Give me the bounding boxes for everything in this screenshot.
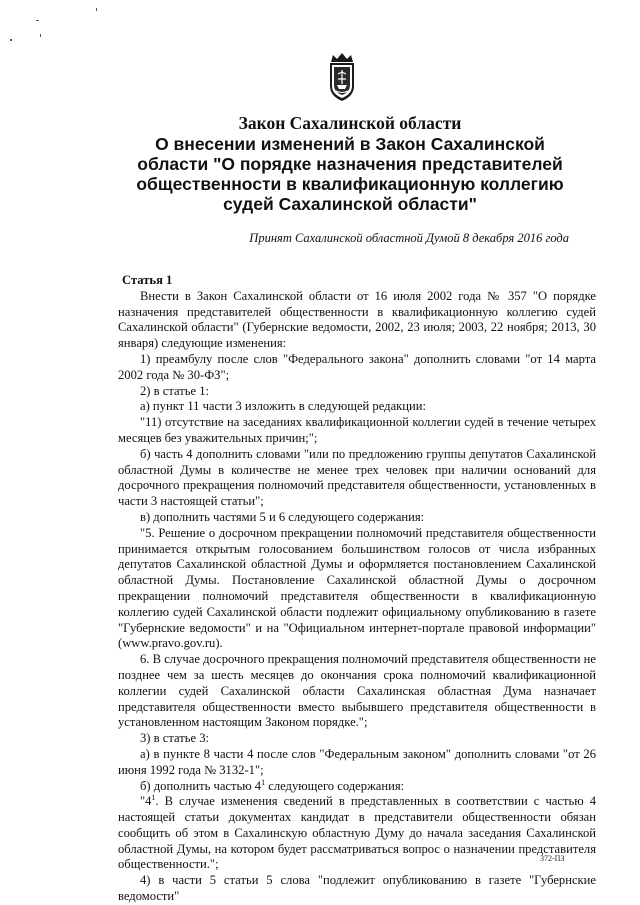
paragraph: 6. В случае досрочного прекращения полномочий представителя общественности не позднее чем за шесть месяцев до окончания срока полномочий квалификационной коллегии судей Сахалинской области Сахалинская областная Дума назначает представителя общественности вместо выбывшего представителя общественности в установленном настоящим Законом порядке."; bbox=[118, 652, 596, 730]
paragraph-text: . В случае изменения сведений в представленных в соответствии с частью 4 настоящей статьи документах кандидат в представители общественности обязан сообщить об этом в Сахалинскую областную Думу до начала заседания Сахалинской областной Думы, на котором будет рассматриваться вопрос о назначении представителя общественности."; bbox=[118, 794, 596, 872]
paragraph: а) в пункте 8 части 4 после слов "Федеральным законом" дополнить словами "от 26 июня 1992 года № 3132-1"; bbox=[118, 746, 596, 777]
title-line: области "О порядке назначения представителей bbox=[137, 154, 563, 174]
superscript: 1 bbox=[151, 793, 156, 803]
law-title bbox=[100, 113, 600, 214]
paragraph: "5. Решение о досрочном прекращении полномочий представителя общественности принимается открытым голосованием большинством голосов от числа избранных депутатов Сахалинской областной Думы и оформляется постановлением Сахалинской областной Думы. Постановление Сахалинской областной Думы о досрочном прекращении полномочий представителя общественности в квалификационную коллегию судей Сахалинской области подлежит официальному опубликованию в газете "Губернские ведомости" и на "Официальном интернет-портале правовой информации" (www.pravo.gov.ru). bbox=[118, 525, 596, 651]
paragraph bbox=[118, 779, 596, 795]
paragraph: а) пункт 11 части 3 изложить в следующей редакции: bbox=[140, 399, 426, 414]
title-line: судей Сахалинской области" bbox=[223, 194, 477, 214]
document-body bbox=[118, 273, 596, 905]
title-line: общественности в квалификационную коллегию bbox=[136, 174, 564, 194]
paragraph: 1) преамбулу после слов "Федерального закона" дополнить словами "от 14 марта 2002 года № 30-ФЗ"; bbox=[118, 351, 596, 382]
document-code: 372-ПЗ bbox=[540, 854, 565, 863]
paragraph: 2) в статье 1: bbox=[140, 383, 210, 398]
paragraph-text: "4 bbox=[140, 794, 152, 809]
paragraph bbox=[118, 794, 596, 873]
paragraph: в) дополнить частями 5 и 6 следующего содержания: bbox=[140, 509, 425, 524]
scan-speck bbox=[40, 34, 41, 37]
adoption-note: Принят Сахалинской областной Думой 8 декабря 2016 года bbox=[249, 231, 569, 245]
title-line: О внесении изменений в Закон Сахалинской bbox=[155, 134, 545, 154]
paragraph: 4) в части 5 статьи 5 слова "подлежит опубликованию в газете "Губернские ведомости" bbox=[118, 873, 596, 904]
paragraph: б) часть 4 дополнить словами "или по предложению группы депутатов Сахалинской областной Думы в количестве не менее трех человек при наличии оснований для досрочного прекращения полномочий представителя общественности, установленных в части 3 настоящей статьи"; bbox=[118, 446, 596, 509]
paragraph-text: б) дополнить частью 4 bbox=[140, 778, 262, 793]
paragraph: 3) в статье 3: bbox=[140, 731, 210, 746]
scan-speck bbox=[36, 20, 39, 21]
title-line: Закон Сахалинской области bbox=[238, 113, 462, 133]
paragraph: "11) отсутствие на заседаниях квалификационной коллегии судей в течение четырех месяцев без уважительных причин;"; bbox=[118, 415, 596, 445]
superscript: 1 bbox=[261, 777, 266, 787]
article-heading: Статья 1 bbox=[122, 273, 173, 287]
paragraph: Внести в Закон Сахалинской области от 16 июля 2002 года № 357 "О порядке назначения представителей общественности в квалификационную коллегию судей Сахалинской области" (Губернские ведомости, 2002, 23 июля; 2003, 22 ноября; 2013, 30 января) следующие изменения: bbox=[118, 288, 596, 351]
paragraph-text: следующего содержания: bbox=[265, 778, 405, 793]
sakhalin-coat-of-arms-icon bbox=[328, 52, 356, 102]
scan-speck bbox=[96, 8, 97, 11]
scan-speck bbox=[10, 39, 12, 41]
